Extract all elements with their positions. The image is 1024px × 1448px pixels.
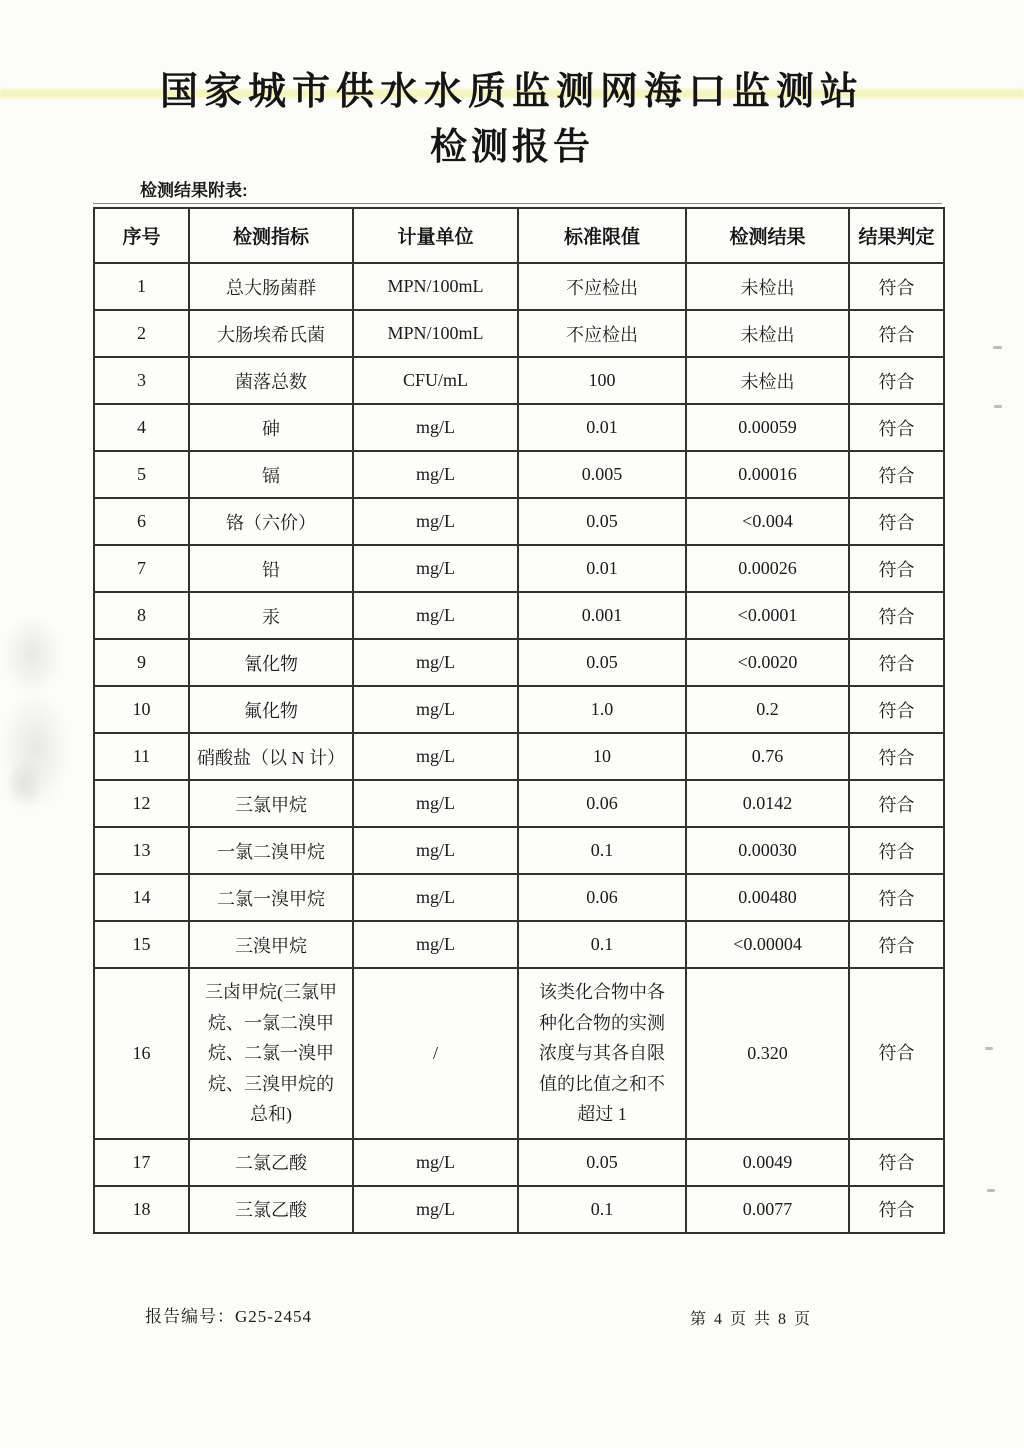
results-table [93, 207, 945, 1234]
row-number-cell: 3 [94, 357, 189, 404]
unit-cell: mg/L [353, 827, 518, 874]
limit-cell: 10 [518, 733, 686, 780]
indicator-cell: 三溴甲烷 [189, 921, 353, 968]
header-result: 检测结果 [686, 208, 849, 263]
row-number-cell: 18 [94, 1186, 189, 1233]
unit-cell: mg/L [353, 404, 518, 451]
result-cell: 0.0142 [686, 780, 849, 827]
judgement-cell: 符合 [849, 968, 944, 1139]
limit-cell: 0.005 [518, 451, 686, 498]
row-number-cell: 6 [94, 498, 189, 545]
indicator-cell: 三氯乙酸 [189, 1186, 353, 1233]
table-row [94, 404, 944, 451]
header-indicator: 检测指标 [189, 208, 353, 263]
limit-cell: 0.1 [518, 921, 686, 968]
table-row [94, 639, 944, 686]
header-unit: 计量单位 [353, 208, 518, 263]
row-number-cell: 15 [94, 921, 189, 968]
limit-cell: 0.05 [518, 1139, 686, 1186]
indicator-cell: 总大肠菌群 [189, 263, 353, 310]
row-number-cell: 8 [94, 592, 189, 639]
judgement-cell: 符合 [849, 874, 944, 921]
judgement-cell: 符合 [849, 498, 944, 545]
row-number-cell: 14 [94, 874, 189, 921]
unit-cell: mg/L [353, 874, 518, 921]
limit-cell: 0.001 [518, 592, 686, 639]
unit-cell: CFU/mL [353, 357, 518, 404]
scan-dash-artifact [985, 1047, 993, 1050]
scan-dash-artifact [993, 346, 1002, 349]
table-row [94, 733, 944, 780]
result-cell: 0.76 [686, 733, 849, 780]
table-row [94, 498, 944, 545]
indicator-cell: 汞 [189, 592, 353, 639]
result-cell: <0.004 [686, 498, 849, 545]
result-cell: 0.00059 [686, 404, 849, 451]
judgement-cell: 符合 [849, 639, 944, 686]
row-number-cell: 5 [94, 451, 189, 498]
scan-doubled-line-artifact [93, 203, 942, 204]
unit-cell: MPN/100mL [353, 310, 518, 357]
header-judgement: 结果判定 [849, 208, 944, 263]
unit-cell: mg/L [353, 639, 518, 686]
judgement-cell: 符合 [849, 1186, 944, 1233]
table-row [94, 1139, 944, 1186]
table-row [94, 1186, 944, 1233]
header-limit: 标准限值 [518, 208, 686, 263]
limit-cell: 0.01 [518, 545, 686, 592]
table-row [94, 827, 944, 874]
indicator-cell: 铬（六价） [189, 498, 353, 545]
row-number-cell: 10 [94, 686, 189, 733]
limit-cell: 100 [518, 357, 686, 404]
limit-cell: 不应检出 [518, 310, 686, 357]
result-cell: 0.320 [686, 968, 849, 1139]
unit-cell: mg/L [353, 733, 518, 780]
unit-cell: mg/L [353, 451, 518, 498]
judgement-cell: 符合 [849, 686, 944, 733]
indicator-cell: 大肠埃希氏菌 [189, 310, 353, 357]
row-number-cell: 1 [94, 263, 189, 310]
judgement-cell: 符合 [849, 357, 944, 404]
unit-cell: mg/L [353, 498, 518, 545]
report-number: 报告编号：G25-2454 [145, 1307, 312, 1326]
scan-dash-artifact [987, 1189, 995, 1192]
table-row [94, 968, 944, 1139]
scan-smudge-artifact [4, 760, 44, 810]
result-cell: 0.0077 [686, 1186, 849, 1233]
judgement-cell: 符合 [849, 1139, 944, 1186]
unit-cell: mg/L [353, 921, 518, 968]
table-row [94, 780, 944, 827]
row-number-cell: 13 [94, 827, 189, 874]
table-row [94, 357, 944, 404]
judgement-cell: 符合 [849, 404, 944, 451]
limit-cell: 0.06 [518, 874, 686, 921]
row-number-cell: 4 [94, 404, 189, 451]
header-row-number: 序号 [94, 208, 189, 263]
indicator-cell: 硝酸盐（以 N 计） [189, 733, 353, 780]
unit-cell: mg/L [353, 780, 518, 827]
limit-cell: 0.05 [518, 498, 686, 545]
result-cell: 未检出 [686, 310, 849, 357]
scan-smudge-artifact [2, 615, 62, 695]
judgement-cell: 符合 [849, 780, 944, 827]
result-cell: <0.0001 [686, 592, 849, 639]
result-cell: 0.00016 [686, 451, 849, 498]
indicator-cell: 三卤甲烷(三氯甲烷、一氯二溴甲烷、二氯一溴甲烷、三溴甲烷的总和) [189, 968, 353, 1139]
result-cell: <0.0020 [686, 639, 849, 686]
indicator-cell: 二氯乙酸 [189, 1139, 353, 1186]
report-title-line1: 国家城市供水水质监测网海口监测站 [159, 71, 864, 113]
result-cell: 0.00030 [686, 827, 849, 874]
row-number-cell: 16 [94, 968, 189, 1139]
judgement-cell: 符合 [849, 827, 944, 874]
table-row [94, 686, 944, 733]
indicator-cell: 铅 [189, 545, 353, 592]
row-number-cell: 17 [94, 1139, 189, 1186]
result-cell: 0.2 [686, 686, 849, 733]
limit-cell: 0.06 [518, 780, 686, 827]
indicator-cell: 氟化物 [189, 686, 353, 733]
result-cell: 未检出 [686, 357, 849, 404]
table-row [94, 310, 944, 357]
table-row [94, 545, 944, 592]
row-number-cell: 11 [94, 733, 189, 780]
judgement-cell: 符合 [849, 592, 944, 639]
judgement-cell: 符合 [849, 310, 944, 357]
scan-dash-artifact [994, 405, 1002, 408]
row-number-cell: 2 [94, 310, 189, 357]
row-number-cell: 12 [94, 780, 189, 827]
table-row [94, 874, 944, 921]
indicator-cell: 氰化物 [189, 639, 353, 686]
judgement-cell: 符合 [849, 545, 944, 592]
indicator-cell: 镉 [189, 451, 353, 498]
table-caption: 检测结果附表: [140, 181, 248, 200]
unit-cell: / [353, 968, 518, 1139]
judgement-cell: 符合 [849, 921, 944, 968]
row-number-cell: 7 [94, 545, 189, 592]
row-number-cell: 9 [94, 639, 189, 686]
indicator-cell: 三氯甲烷 [189, 780, 353, 827]
indicator-cell: 二氯一溴甲烷 [189, 874, 353, 921]
report-title-line2: 检测报告 [430, 126, 594, 167]
limit-cell: 该类化合物中各种化合物的实测浓度与其各自限值的比值之和不超过 1 [518, 968, 686, 1139]
judgement-cell: 符合 [849, 451, 944, 498]
indicator-cell: 砷 [189, 404, 353, 451]
unit-cell: mg/L [353, 1139, 518, 1186]
unit-cell: mg/L [353, 686, 518, 733]
limit-cell: 1.0 [518, 686, 686, 733]
unit-cell: mg/L [353, 1186, 518, 1233]
indicator-cell: 菌落总数 [189, 357, 353, 404]
result-cell: <0.00004 [686, 921, 849, 968]
table-row [94, 921, 944, 968]
table-row [94, 451, 944, 498]
result-cell: 0.00026 [686, 545, 849, 592]
table-header-row [94, 208, 944, 263]
limit-cell: 0.1 [518, 827, 686, 874]
judgement-cell: 符合 [849, 733, 944, 780]
result-cell: 0.0049 [686, 1139, 849, 1186]
judgement-cell: 符合 [849, 263, 944, 310]
limit-cell: 0.05 [518, 639, 686, 686]
table-row [94, 263, 944, 310]
page-indicator: 第 4 页 共 8 页 [690, 1311, 813, 1328]
limit-cell: 0.1 [518, 1186, 686, 1233]
indicator-cell: 一氯二溴甲烷 [189, 827, 353, 874]
unit-cell: MPN/100mL [353, 263, 518, 310]
limit-cell: 0.01 [518, 404, 686, 451]
limit-cell: 不应检出 [518, 263, 686, 310]
result-cell: 未检出 [686, 263, 849, 310]
unit-cell: mg/L [353, 545, 518, 592]
unit-cell: mg/L [353, 592, 518, 639]
result-cell: 0.00480 [686, 874, 849, 921]
table-row [94, 592, 944, 639]
